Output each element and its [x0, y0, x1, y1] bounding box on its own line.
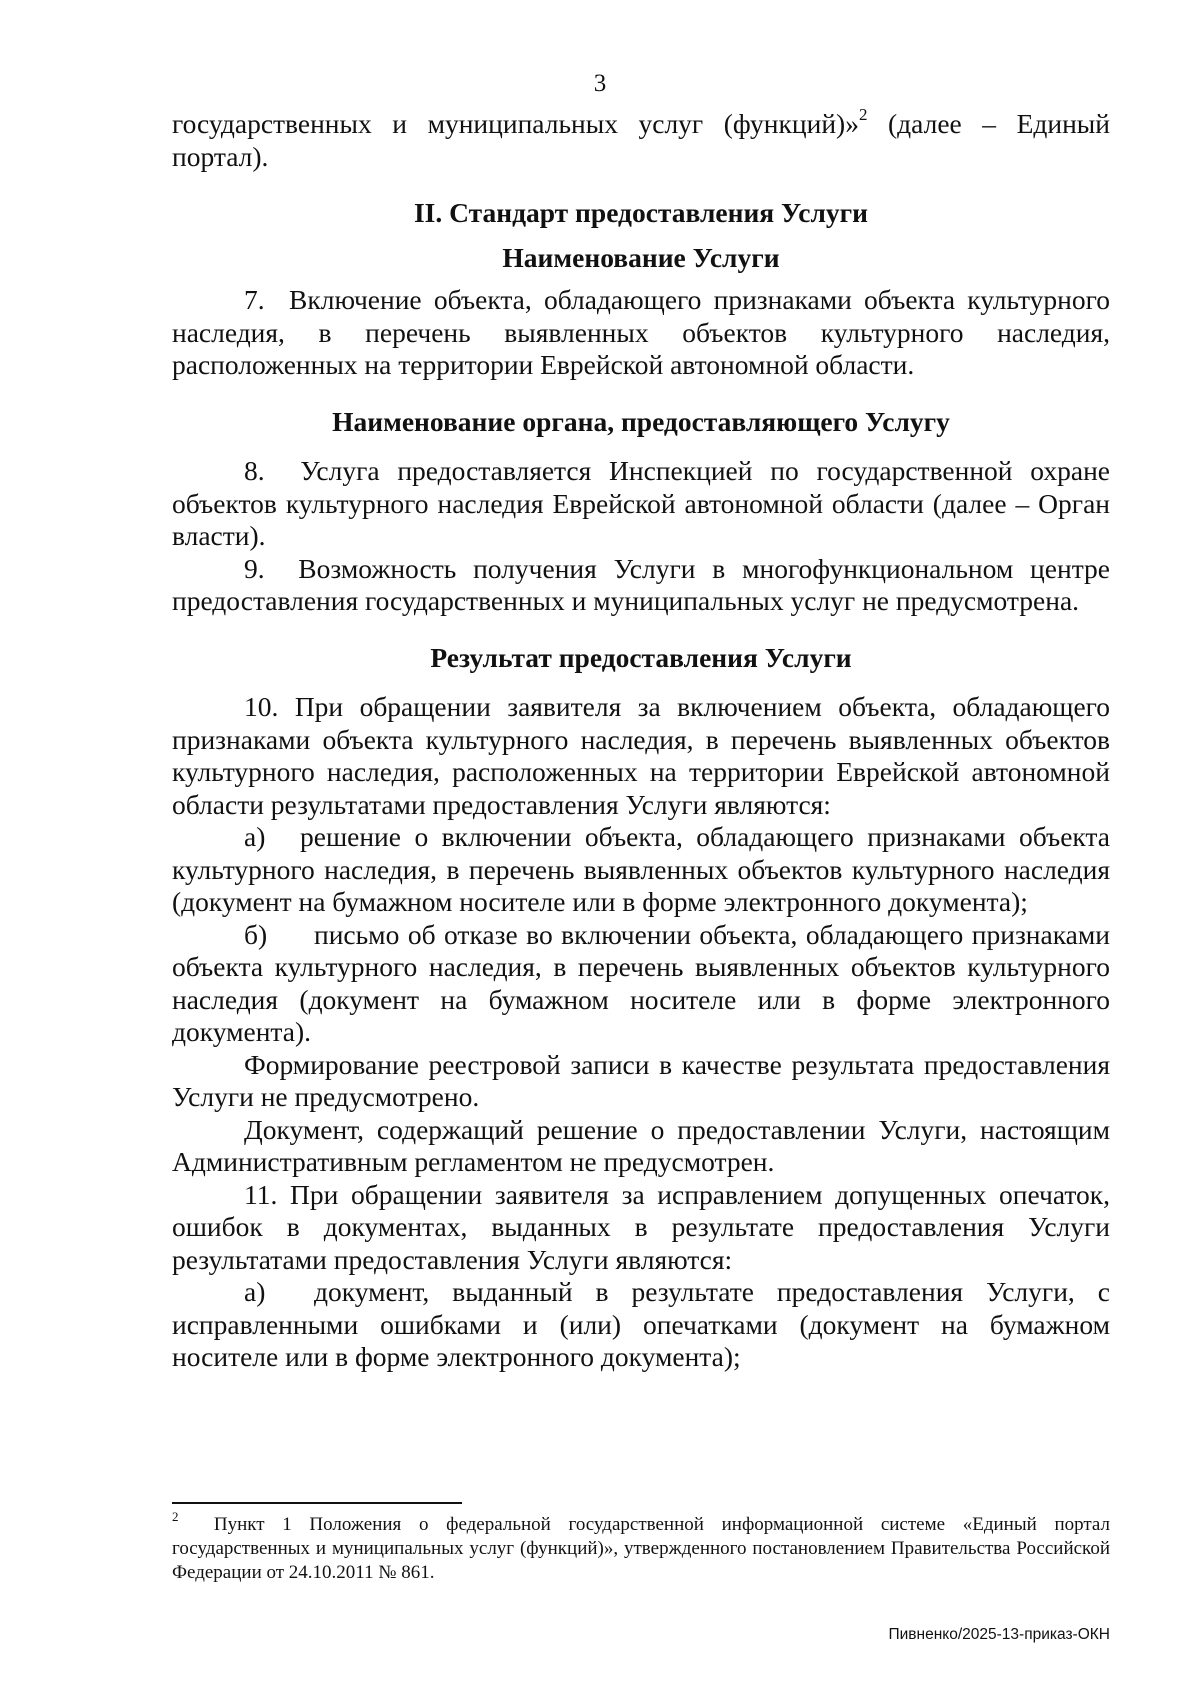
- paragraph-11: [172, 1179, 1110, 1277]
- paragraph-10-b: [172, 919, 1110, 1049]
- paragraph-9-number: 9.: [244, 552, 265, 584]
- paragraph-11-number: 11.: [244, 1178, 278, 1210]
- paragraph-10: [172, 691, 1110, 821]
- paragraph-7-text: Включение объекта, обладающего признаками объекта культурного наследия, в перечень выявленных объектов культурного наследия, расположенных на территории Еврейской автономной области.: [172, 284, 1110, 380]
- paragraph-11-a-label: а): [244, 1276, 266, 1307]
- intro-tail: (далее – Единый портал).: [172, 108, 1110, 172]
- paragraph-8-text: Услуга предоставляется Инспекцией по государственной охране объектов культурного наследия Еврейской автономной области (далее – Орган власти).: [172, 455, 1110, 551]
- paragraph-10-number: 10.: [244, 691, 279, 722]
- paragraph-8-number: 8.: [244, 455, 265, 486]
- paragraph-11-a: [172, 1276, 1110, 1374]
- paragraph-10-a: [172, 821, 1110, 919]
- paragraph-11-text: При обращении заявителя за исправлением допущенных опечаток, ошибок в документах, выданных в результате предоставления Услуги результатами предоставления Услуги являются:: [172, 1178, 1111, 1275]
- footnote-text: Пункт 1 Положения о федеральной государственной информационной системе «Единый портал государственных и муниципальных услуг (функций)», утвержденного постановлением Правительства Российской Федерации от 24.10.2011 № 861.: [172, 1514, 1110, 1583]
- intro-paragraph: [172, 104, 1110, 173]
- intro-text: государственных и муниципальных услуг (функций)»: [172, 108, 859, 139]
- paragraph-10-a-label: а): [244, 821, 266, 852]
- heading-result: Результат предоставления Услуги: [430, 641, 852, 673]
- paragraph-document: Документ, содержащий решение о предоставлении Услуги, настоящим Административным регламентом не предусмотрен.: [172, 1113, 1110, 1177]
- paragraph-8: [172, 455, 1110, 553]
- heading-authority: Наименование органа, предоставляющего Услугу: [332, 405, 950, 437]
- paragraph-7-number: 7.: [244, 284, 265, 315]
- footnote: [172, 1508, 1110, 1585]
- paragraph-10-a-text: решение о включении объекта, обладающего признаками объекта культурного наследия, в перечень выявленных объектов культурного наследия (документ на бумажном носителе или в форме электронного документа);: [172, 821, 1110, 917]
- page-number: 3: [593, 70, 607, 97]
- paragraph-10-b-text: письмо об отказе во включении объекта, обладающего признаками объекта культурного наследия, в перечень выявленных объектов культурного наследия (документ на бумажном носителе или в форме электронного документа).: [172, 918, 1110, 1047]
- paragraph-registry: Формирование реестровой записи в качестве результата предоставления Услуги не предусмотрено.: [172, 1048, 1110, 1112]
- paragraph-10-b-label: б): [244, 918, 268, 950]
- paragraph-10-text: При обращении заявителя за включением объекта, обладающего признаками объекта культурного наследия, в перечень выявленных объектов культурного наследия, расположенных на территории Еврейской автономной области результатами предоставления Услуги являются:: [172, 691, 1111, 820]
- paragraph-9-text: Возможность получения Услуги в многофункциональном центре предоставления государственных и муниципальных услуг не предусмотрена.: [172, 552, 1111, 616]
- footnote-reference[interactable]: 2: [858, 104, 868, 124]
- document-body: [172, 104, 1111, 1374]
- section-title: II. Стандарт предоставления Услуги: [413, 197, 868, 228]
- footnote-separator: [172, 1502, 462, 1504]
- heading-service-name: Наименование Услуги: [502, 241, 780, 273]
- footnote-marker: 2: [172, 1508, 179, 1524]
- paragraph-11-a-text: документ, выданный в результате предоставления Услуги, с исправленными ошибками и (или) опечатками (документ на бумажном носителе или в форме электронного документа);: [172, 1276, 1110, 1372]
- document-code: Пивненко/2025-13-приказ-ОКН: [888, 1626, 1110, 1643]
- paragraph-9: [172, 553, 1110, 618]
- paragraph-7: [172, 284, 1110, 382]
